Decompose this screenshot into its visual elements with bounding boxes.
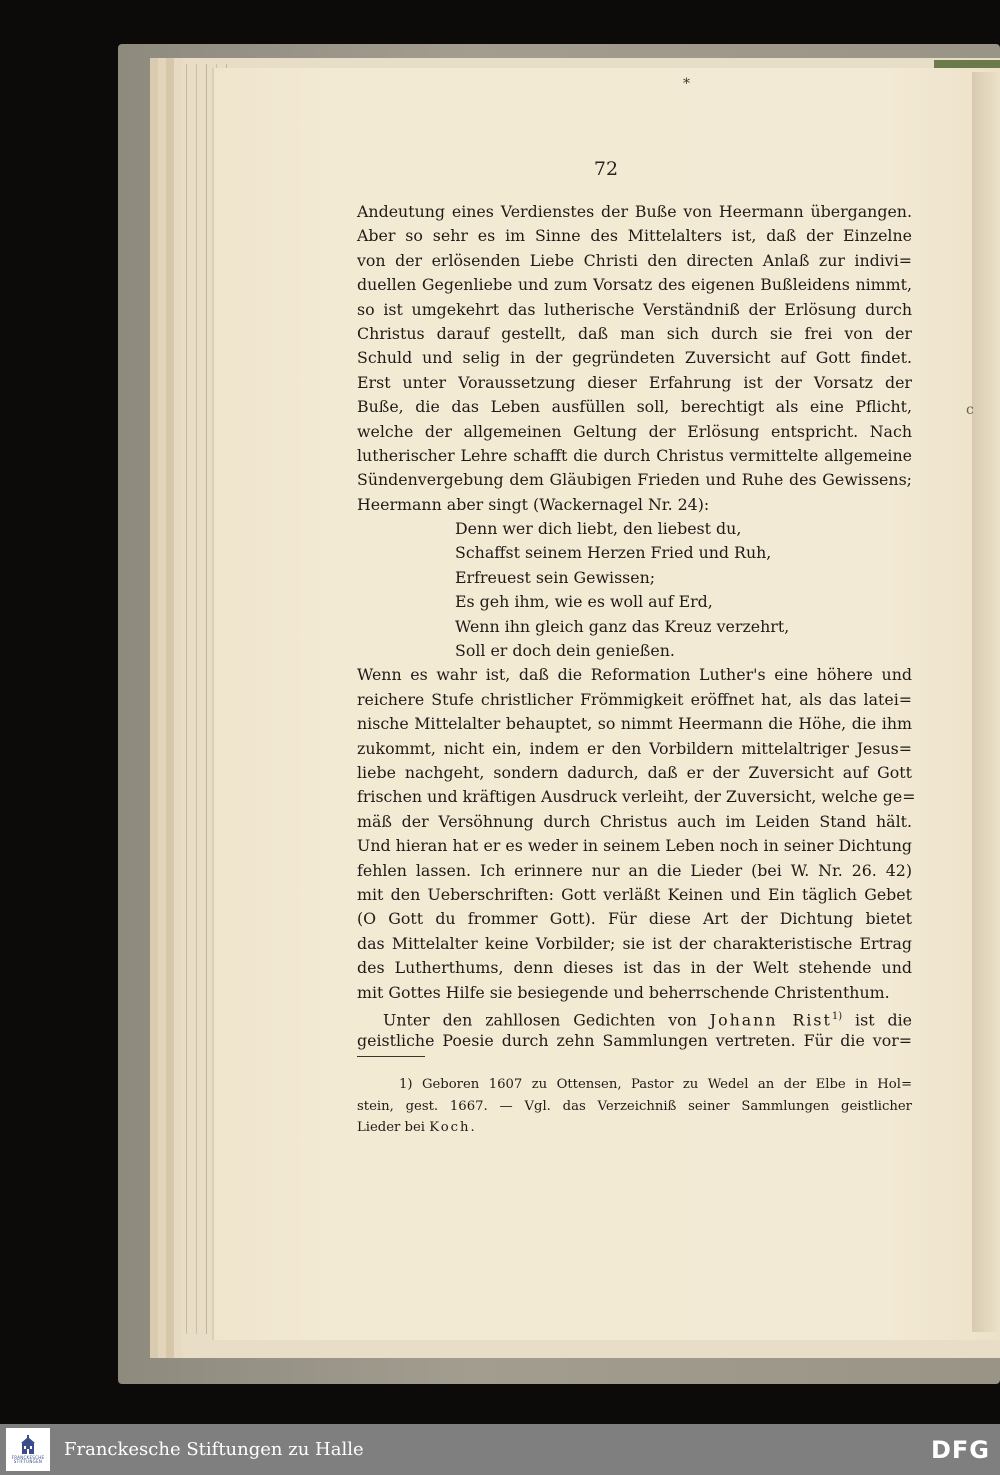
text-line: lutherischer Lehre schafft die durch Christus vermittelte allgemeine — [357, 445, 912, 465]
text-line: (O Gott du frommer Gott). Für diese Art der Dichtung bietet — [357, 909, 912, 929]
franckesche-logo[interactable] — [6, 1428, 50, 1471]
text-line: so ist umgekehrt das lutherische Verständniß der Erlösung durch — [357, 299, 912, 319]
text-line: von der erlösenden Liebe Christi den directen Anlaß zur indivi= — [357, 250, 912, 270]
page-number: 72 — [593, 158, 619, 180]
text-line: mit Gottes Hilfe sie besiegende und beherrschende Christenthum. — [357, 982, 890, 1002]
footnote — [357, 1074, 912, 1139]
text-line: mäß der Versöhnung durch Christus auch im Leiden Stand hält. — [357, 811, 912, 831]
text-line: des Lutherthums, denn dieses ist das in der Welt stehende und — [357, 958, 912, 978]
author-name: Johann Rist — [709, 1010, 832, 1030]
text-line: Erst unter Voraussetzung dieser Erfahrung ist der Vorsatz der — [357, 372, 912, 392]
text-line: fehlen lassen. Ich erinnere nur an die Lieder (bei W. Nr. 26. 42) — [357, 860, 912, 880]
logo-text — [12, 1456, 45, 1465]
text-line: reichere Stufe christlicher Frömmigkeit eröffnet hat, als das latei= — [357, 689, 912, 709]
right-page-edge — [972, 72, 1000, 1332]
top-mark: * — [683, 76, 690, 92]
text-fragment: Lieder bei — [357, 1120, 425, 1135]
text-line: Andeutung eines Verdienstes der Buße von Heermann übergangen. — [357, 202, 912, 221]
text-line: liebe nachgeht, sondern dadurch, daß er der Zuversicht auf Gott — [357, 762, 912, 782]
text-line: Heermann aber singt (Wackernagel Nr. 24): — [357, 494, 710, 514]
text-line: Und hieran hat er es weder in seinem Leben noch in seiner Dichtung — [357, 836, 912, 856]
verse-line: Soll er doch dein genießen. — [455, 641, 675, 661]
logo-text-line: STIFTUNGEN — [13, 1459, 43, 1464]
verse-line: Schaffst seinem Herzen Fried und Ruh, — [455, 543, 772, 563]
text-line: Wenn es wahr ist, daß die Reformation Luther's eine höhere und — [357, 665, 912, 685]
text-line: welche der allgemeinen Geltung der Erlösung entspricht. Nach — [357, 421, 912, 441]
institution-title[interactable]: Franckesche Stiftungen zu Halle — [64, 1439, 364, 1460]
text-line-rist — [357, 1005, 912, 1029]
footnote-line: stein, gest. 1667. — Vgl. das Verzeichniß seiner Sammlungen geistlicher — [357, 1098, 912, 1114]
text-line: Buße, die das Leben ausfüllen soll, berechtigt als eine Pflicht, — [357, 397, 912, 417]
text-fragment: ist die — [855, 1010, 912, 1030]
footnote-rule — [357, 1056, 425, 1057]
text-line: frischen und kräftigen Ausdruck verleiht, der Zuversicht, welche ge= — [357, 787, 916, 807]
verse-line: Es geh ihm, wie es woll auf Erd, — [455, 592, 713, 612]
body-text — [357, 200, 916, 1054]
dfg-logo[interactable]: DFG — [930, 1435, 990, 1464]
text-line: zukommt, nicht ein, indem er den Vorbildern mittelaltriger Jesus= — [357, 738, 912, 758]
text-line: Schuld und selig in der gegründeten Zuversicht auf Gott findet. — [357, 348, 912, 368]
verse-line: Wenn ihn gleich ganz das Kreuz verzehrt, — [455, 616, 790, 636]
text-fragment: Unter den zahllosen Gedichten von — [383, 1010, 697, 1030]
text-line: duellen Gegenliebe und zum Vorsatz des eigenen Bußleidens nimmt, — [357, 275, 912, 295]
text-line: Christus darauf gestellt, daß man sich durch sie frei von der — [357, 323, 912, 343]
text-line: Aber so sehr es im Sinne des Mittelalters ist, daß der Einzelne — [357, 226, 912, 246]
verse-line: Denn wer dich liebt, den liebest du, — [455, 519, 742, 539]
verse-line: Erfreuest sein Gewissen; — [455, 567, 656, 587]
author-name: Koch. — [429, 1120, 477, 1135]
text-line: nische Mittelalter behauptet, so nimmt Heermann die Höhe, die ihm — [357, 714, 912, 734]
building-icon — [20, 1435, 36, 1455]
footnote-marker: 1) — [831, 1010, 843, 1022]
text-line: geistliche Poesie durch zehn Sammlungen vertreten. Für die vor= — [357, 1031, 912, 1051]
text-line: mit den Ueberschriften: Gott verläßt Keinen und Ein täglich Gebet — [357, 884, 912, 904]
text-line: Sündenvergebung dem Gläubigen Frieden und Ruhe des Gewissens; — [357, 470, 912, 490]
footer-bar — [0, 1424, 1000, 1475]
margin-mark: c — [966, 402, 974, 418]
footnote-line: 1) Geboren 1607 zu Ottensen, Pastor zu Wedel an der Elbe in Hol= — [399, 1077, 912, 1092]
text-line: das Mittelalter keine Vorbilder; sie ist der charakteristische Ertrag — [357, 933, 912, 953]
footnote-line — [357, 1117, 912, 1139]
logo-text-line: FRANCKESCHE — [11, 1454, 45, 1460]
